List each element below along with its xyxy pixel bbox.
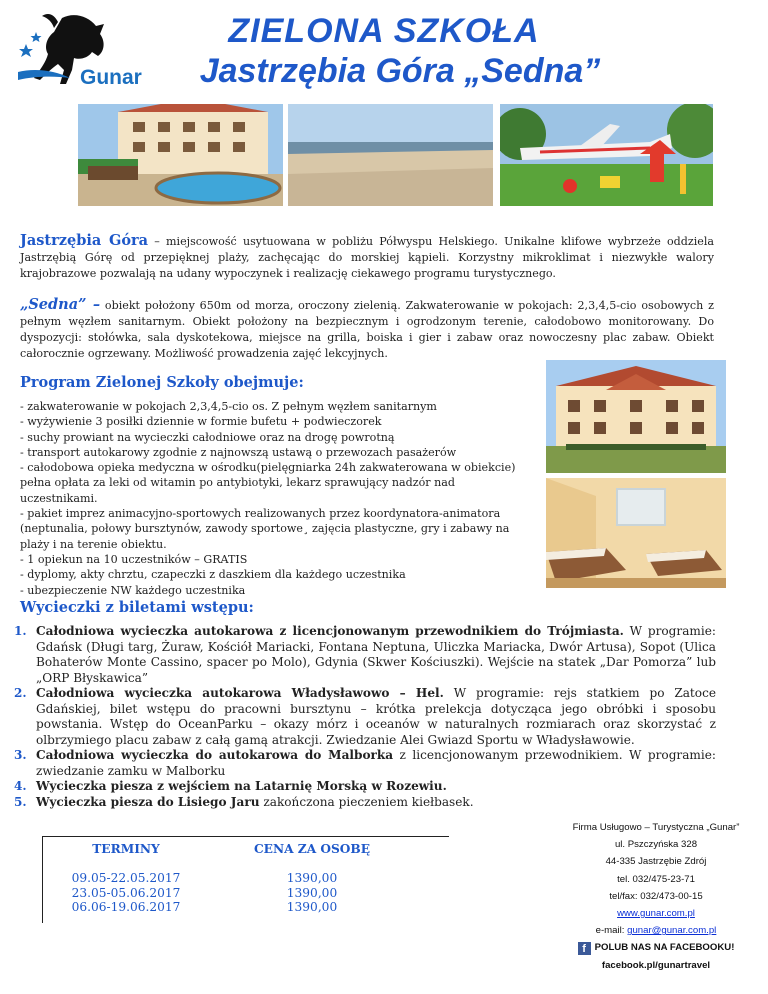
table-cell: 1390,00: [286, 900, 338, 914]
hotel-pool-photo: [78, 104, 283, 206]
list-item: - wyżywienie 3 posiłki dziennie w formie bufetu + podwieczorek: [20, 415, 382, 429]
facebook-cta: [548, 939, 764, 956]
building-photo: [546, 360, 726, 473]
list-item: - ubezpieczenie NW każdego uczestnika: [20, 583, 246, 597]
price-column: [222, 871, 402, 915]
page-subtitle: Jastrzębia Góra „Sedna”: [199, 52, 601, 90]
trips-heading: Wycieczki z biletami wstępu:: [20, 599, 254, 616]
phone-fax: tel/fax: 032/473-00-15: [609, 890, 703, 902]
list-item: [14, 779, 716, 795]
list-item: - suchy prowiant na wycieczki całodniowe oraz na drogę powrotną: [20, 430, 395, 444]
dates-column: [42, 871, 210, 915]
intro-text: obiekt położony 650m od morza, oroczony zielenią. Zakwaterowanie w pokojach: 2,3,4,5-cio osobowych z pełnym węzłem sanitarnym. Obiekt położony na bezpiecznym i ogrodzonym terenie, całodobowo monitorowany. Do dyspozycji: stołówka, sala dyskotekowa, miejsce na grilla, boiska i gier i zabaw oraz nowoczesny plac zabaw. Obiekt całorocznie ogrzewany. Możliwość prowadzenia zajęć lekcyjnych.: [20, 299, 714, 360]
trip-title: Całodniowa wycieczka autokarowa z licencjonowanym przewodnikiem do Trójmiasta.: [36, 624, 624, 638]
list-item: - zakwaterowanie w pokojach 2,3,4,5-cio os. Z pełnym węzłem sanitarnym: [20, 400, 437, 413]
beach-photo: [288, 104, 493, 206]
company-name: Firma Usługowo – Turystyczna „Gunar”: [572, 822, 740, 833]
list-item: - pakiet imprez animacyjno-sportowych realizowanych przez koordynatora-animatora (neptunalia, połowy bursztynów, zawody sportowe¸ zajęcia plastyczne, gry i zabawy na plaży i na terenie obiektu.: [20, 507, 510, 551]
list-item: [14, 795, 716, 811]
facebook-cta-text: POLUB NAS NA FACEBOOKU!: [594, 942, 735, 954]
trips-list: [14, 624, 716, 810]
item-number: 5.: [14, 794, 27, 809]
trip-text: W programie: rejs statkiem po Zatoce Gdańskiej, bilet wstępu do pracowni bursztynu – krótka prelekcja dotycząca jego obróbki i sposobu powstania. Wstęp do OceanParku – okazy mórz i oceanów w naturalnych rozmiarach oraz skorzystać z olbrzymiego placu zabaw z całą gamą atrakcji. Zwiedzanie Alei Gwiazd Sportu w Władysławowie.: [36, 686, 716, 747]
program-list: [20, 399, 516, 598]
trip-text: z licencjonowanym przewodnikiem. W programie: zwiedzanie zamku w Malborku: [36, 748, 716, 778]
trip-title: Całodniowa wycieczka autokarowa Władysławowo – Hel.: [36, 686, 444, 700]
website-link[interactable]: www.gunar.com.pl: [617, 908, 695, 920]
table-cell: 1390,00: [286, 871, 338, 885]
item-number: 1.: [14, 624, 27, 638]
table-header-dates: TERMINY: [92, 842, 160, 856]
email-link[interactable]: gunar@gunar.com.pl: [627, 925, 717, 937]
item-number: 3.: [14, 748, 27, 762]
room-photo: [546, 478, 726, 588]
intro-paragraph-jastrzebia: [20, 233, 714, 282]
phone: tel. 032/475-23-71: [617, 873, 695, 885]
trip-title: Wycieczka piesza z wejściem na Latarnię Morską w Rozewiu.: [36, 779, 447, 793]
facebook-url[interactable]: facebook.pl/gunartravel: [601, 959, 711, 971]
email-row: [548, 922, 764, 939]
table-cell: 23.05-05.06.2017: [71, 885, 181, 900]
list-item: [14, 748, 716, 779]
program-heading: Program Zielonej Szkoły obejmuje:: [20, 374, 304, 391]
intro-paragraph-sedna: [20, 297, 714, 362]
trip-title: Całodniowa wycieczka do autokarowa do Malborka: [36, 748, 394, 762]
intro-lead: „Sedna” –: [20, 296, 101, 313]
trip-title: Wycieczka piesza do Lisiego Jaru: [36, 794, 260, 809]
table-header-price: CENA ZA OSOBĘ: [253, 842, 371, 856]
item-number: 4.: [14, 779, 27, 793]
intro-text: – miejscowość usytuowana w pobliżu Półwyspu Helskiego. Unikalne klifowe wybrzeże oddziela Jastrzębią Górę od przepięknej plaży, zachęcając do morskiej kąpieli. Korzystny mikroklimat i niezwykłe walory krajobrazowe pozwalają na udany wypoczynek i realizację ciekawego programu turystycznego.: [20, 235, 714, 280]
contact-block: [548, 819, 764, 974]
address-street: ul. Pszczyńska 328: [614, 839, 698, 851]
table-cell: 06.06-19.06.2017: [71, 900, 181, 914]
trip-text: W programie: Gdańsk (Długi targ, Żuraw, Kościół Mariacki, Fontana Neptuna, Uliczka Mariacka, Dwór Artusa), Sopot (Ulica Bohaterów Monte Cassino, spacer po Molo), Gdynia (Skwer Kościuszki). Wejście na statek „Dar Pomorza” lub „ORP Błyskawica”: [36, 624, 716, 685]
list-item: - transport autokarowy zgodnie z najnowszą ustawą o przewozach pasażerów: [20, 445, 457, 459]
facebook-icon: f: [578, 942, 591, 955]
list-item: [14, 686, 716, 748]
page-title: ZIELONA SZKOŁA: [228, 12, 540, 50]
table-cell: 09.05-22.05.2017: [71, 871, 181, 885]
logo-text: Gunar: [80, 66, 142, 89]
list-item: - dyplomy, akty chrztu, czapeczki z daszkiem dla każdego uczestnika: [20, 568, 406, 582]
address-city: 44-335 Jastrzębie Zdrój: [605, 856, 707, 868]
list-item: [14, 624, 716, 686]
trip-text: zakończona pieczeniem kiełbasek.: [259, 794, 474, 809]
list-item: - całodobowa opieka medyczna w ośrodku(pielęgniarka 24h zakwaterowana w obiekcie) pełna opłata za leki od witamin po antybiotyki, lekarz sprawujący nadzór nad uczestnikami.: [20, 461, 516, 505]
email-label: e-mail:: [595, 925, 628, 937]
item-number: 2.: [14, 686, 27, 700]
list-item: - 1 opiekun na 10 uczestników – GRATIS: [20, 552, 248, 566]
table-cell: 1390,00: [286, 885, 338, 900]
intro-lead: Jastrzębia Góra: [20, 232, 149, 249]
playground-photo: [500, 104, 713, 206]
